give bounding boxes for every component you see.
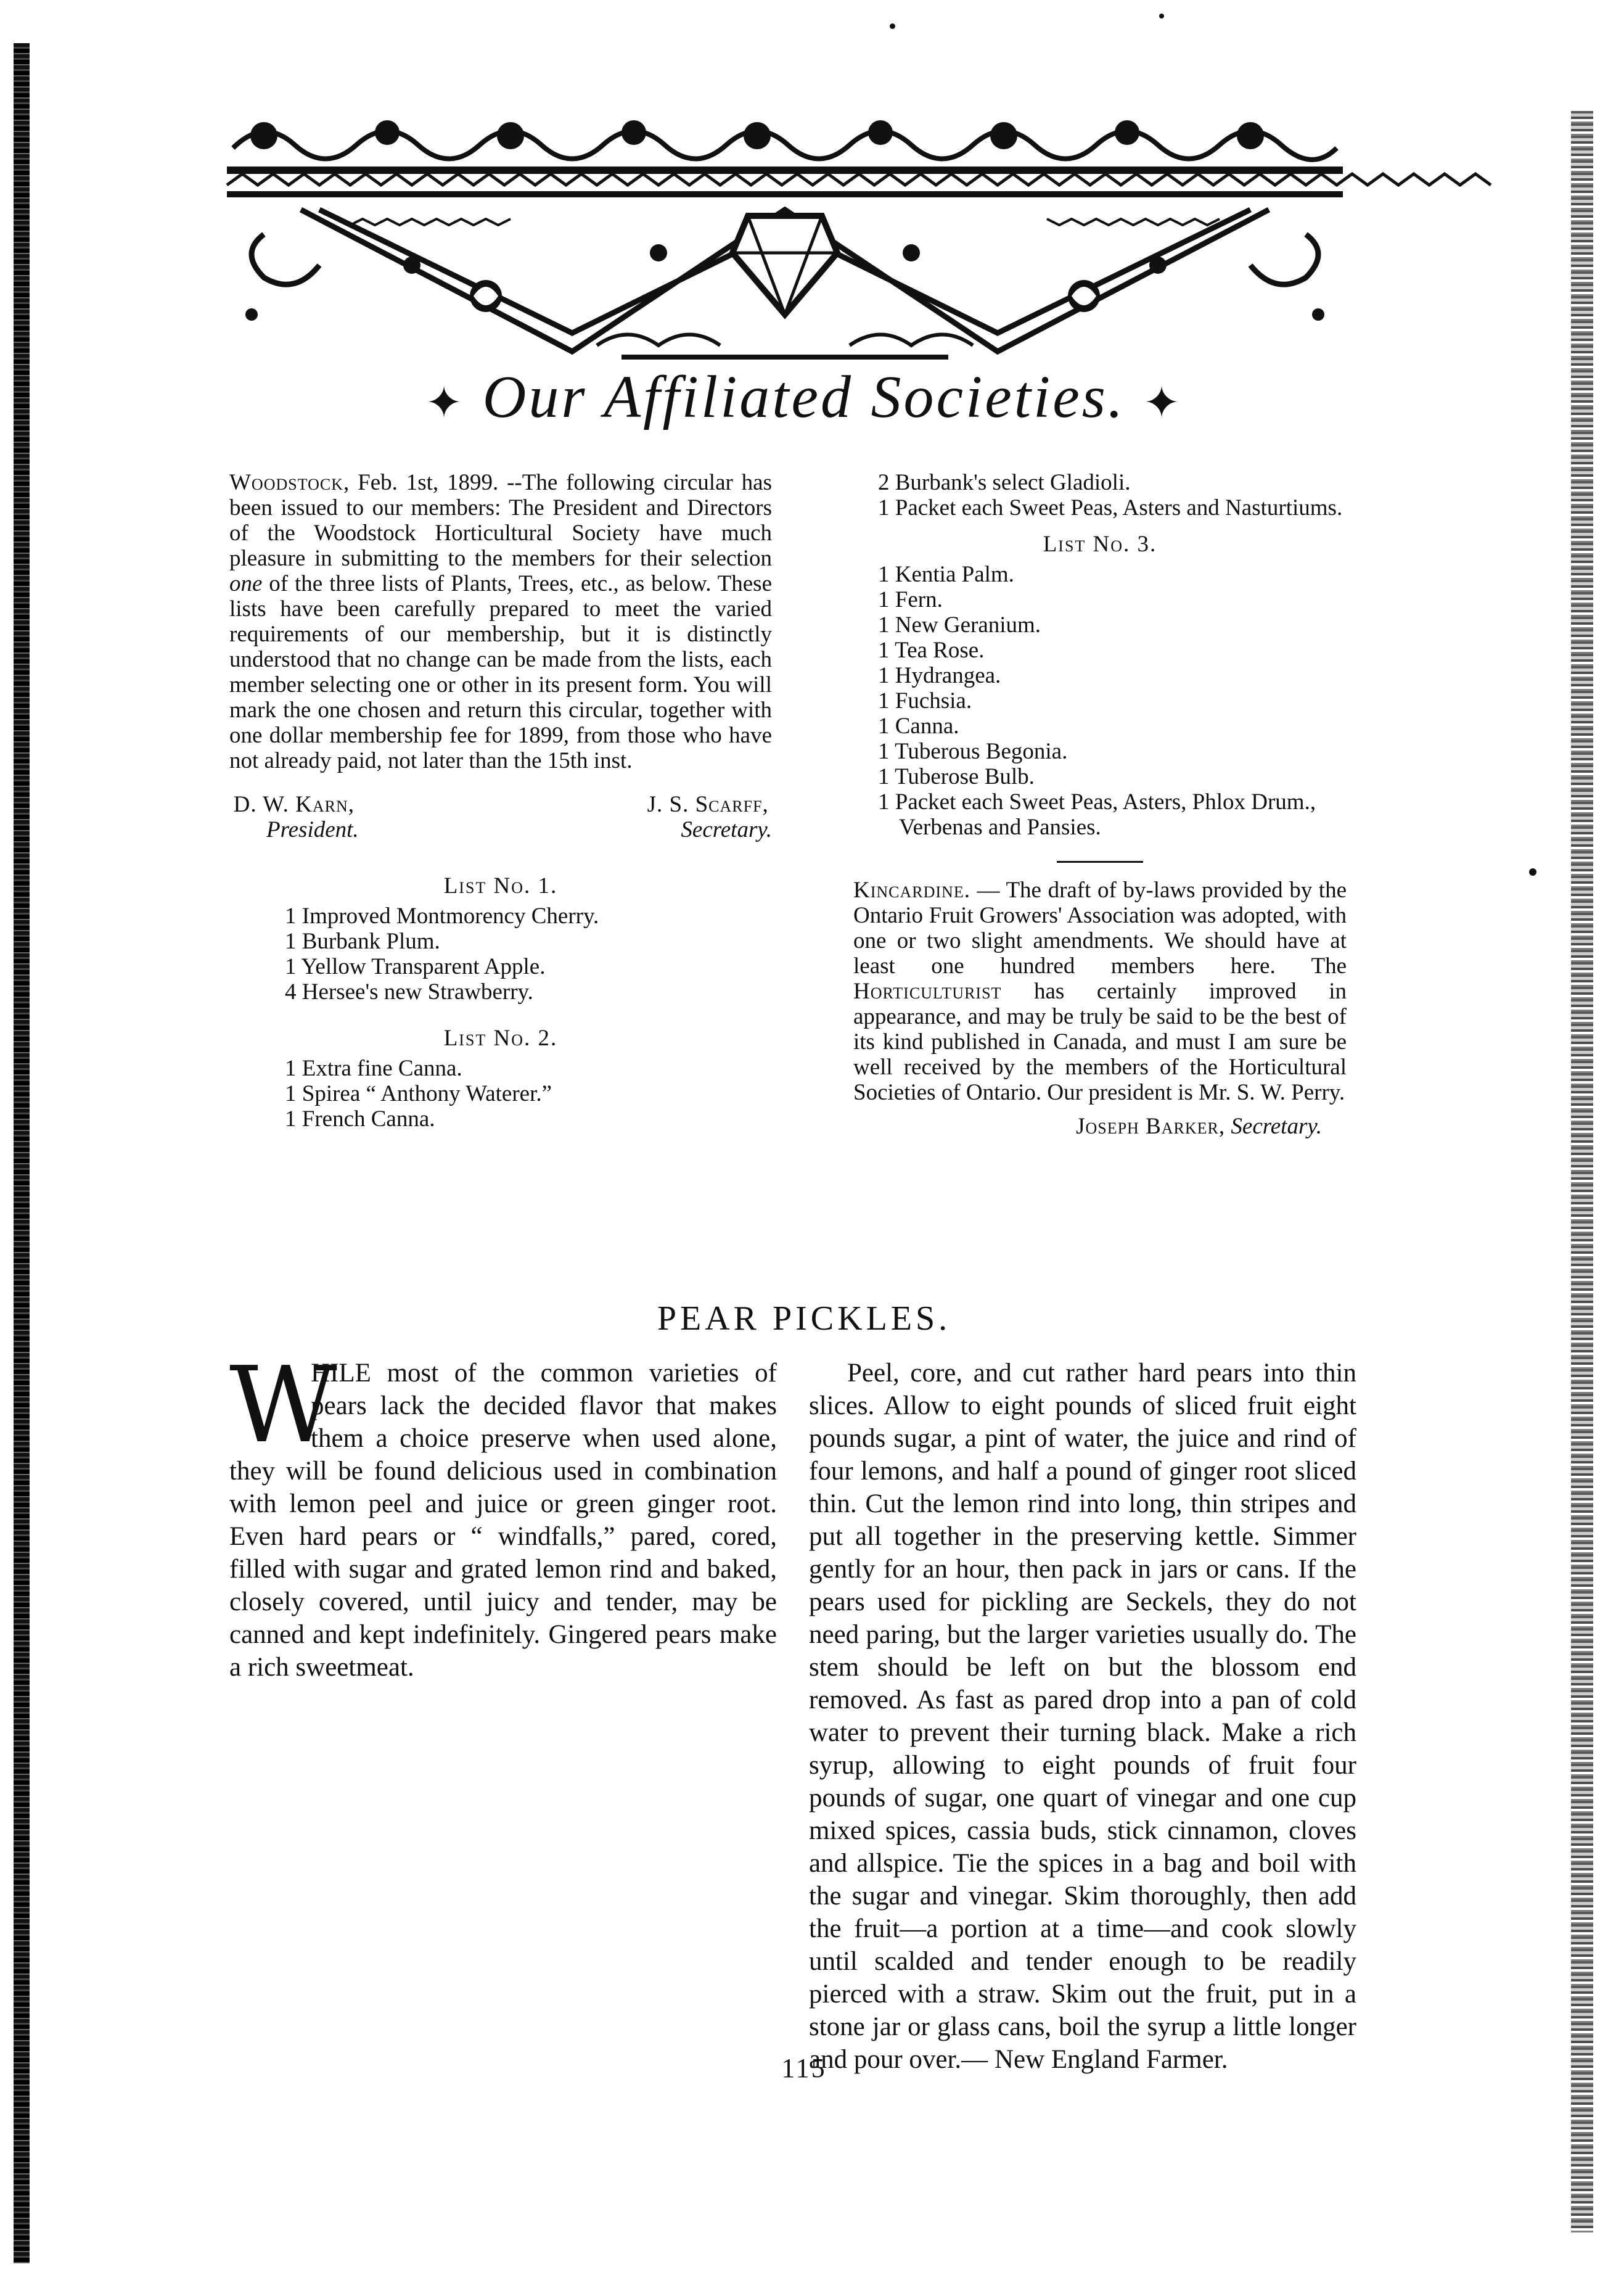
secretary-name: J. S. Scarff, xyxy=(647,792,769,817)
left-society-column xyxy=(229,470,772,1132)
article-title: PEAR PICKLES. xyxy=(657,1299,951,1338)
list-item: 1 Hydrangea. xyxy=(878,663,1001,688)
kincardine-signature-name: Joseph Barker, xyxy=(1076,1114,1226,1139)
list-item: 1 Tuberose Bulb. xyxy=(878,764,1035,789)
kincardine-place: Kincardine. xyxy=(853,878,970,903)
pear-paragraph-1 xyxy=(229,1344,777,1684)
magazine-name: Horticulturist xyxy=(853,979,1002,1004)
decorative-header-ornament xyxy=(227,111,1343,370)
list-item: 1 Tea Rose. xyxy=(878,638,985,663)
list-item: 1 Yellow Transparent Apple. xyxy=(285,954,546,979)
list-item: 1 Tuberous Begonia. xyxy=(878,739,1068,764)
speck xyxy=(890,23,895,29)
list-item: 1 Canna. xyxy=(878,714,959,739)
list-3-title: List No. 3. xyxy=(1043,532,1157,557)
list-item: 1 New Geranium. xyxy=(878,612,1041,638)
speck xyxy=(1159,14,1164,19)
list-item: 1 Packet each Sweet Peas, Asters and Nasturtiums. xyxy=(878,495,1343,521)
list-item: 1 Extra fine Canna. xyxy=(285,1056,462,1081)
list-item: 1 Improved Montmorency Cherry. xyxy=(285,903,599,929)
woodstock-notice xyxy=(229,470,772,773)
list-item: 1 Burbank Plum. xyxy=(285,929,440,954)
list-item: 4 Hersee's new Strawberry. xyxy=(285,979,533,1005)
pear-paragraph-1-text: HILE most of the common varieties of pears lack the decided flavor that makes them a choice preserve when used alone, they will be found delicious used in combination with lemon peel and juice or green ginger root. Even hard pears or “ windfalls,” pared, cored, filled with sugar and grated lemon rind and baked, closely covered, until juicy and tender, may be canned and kept indefinitely. Gingered pears make a rich sweetmeat. xyxy=(229,1359,777,1682)
list-2-continued xyxy=(878,470,1347,521)
list-2-title: List No. 2. xyxy=(443,1026,558,1051)
list-2 xyxy=(285,1056,772,1132)
speck xyxy=(1529,868,1536,876)
kincardine-signature xyxy=(853,1114,1347,1139)
page-title xyxy=(0,364,1608,430)
list-item: 1 Spirea “ Anthony Waterer.” xyxy=(285,1081,552,1106)
list-item: 2 Burbank's select Gladioli. xyxy=(878,470,1131,495)
section-divider xyxy=(1057,861,1143,863)
ornament-star-icon: ✦ xyxy=(425,378,466,428)
right-society-column xyxy=(853,470,1347,1139)
drop-cap: W xyxy=(229,1344,337,1467)
woodstock-text-after: of the three lists of Plants, Trees, etc., as below. These lists have been carefully prepared to meet the varied requirements of our membership, but it is distinctly understood that no change can be made from the lists, each member selecting one or other in its present form. You will mark the one chosen and return this circular, together with one dollar membership fee for 1899, from those who have not already paid, not later than the 15th inst. xyxy=(229,571,772,773)
president-signature xyxy=(229,792,359,842)
list-item: 1 Kentia Palm. xyxy=(878,562,1014,587)
list-item: 1 Fern. xyxy=(878,587,943,612)
pear-paragraph-2: Peel, core, and cut rather hard pears into thin slices. Allow to eight pounds of sliced fruit eight pounds sugar, a pint of water, the juice and rind of four lemons, and half a pound of ginger root sliced thin. Cut the lemon rind into long, thin stripes and put all together in the preserving kettle. Simmer gently for an hour, then pack in jars or cans. If the pears used for pickling are Seckels, they do not need paring, but the larger varieties usually do. The stem should be left on but the blossom end removed. As fast as pared drop into a pan of cold water to prevent their turning black. Make a rich syrup, allowing to eight pounds of fruit four pounds of sugar, one quart of vinegar and one cup mixed spices, cassia buds, stick cinnamon, cloves and allspice. Tie the spices in a bag and boil with the sugar and vinegar. Skim thoroughly, then add the fruit—a portion at a time—and cook slowly until scalded and tender enough to be readily pierced with a straw. Skim out the fruit, put in a stone jar or glass cans, boil the syrup a little longer and pour over.— New England Farmer. xyxy=(809,1359,1356,2074)
list-item: 1 French Canna. xyxy=(285,1106,435,1132)
woodstock-emphasis: one xyxy=(229,571,263,596)
page-title-text: Our Affiliated Societies. xyxy=(482,364,1126,430)
pear-column-left xyxy=(229,1344,777,1684)
president-role: President. xyxy=(266,817,359,842)
woodstock-signatures xyxy=(229,792,772,842)
president-name: D. W. Karn, xyxy=(233,792,355,817)
list-item: 1 Packet each Sweet Peas, Asters, Phlox Drum., Verbenas and Pansies. xyxy=(878,789,1316,840)
secretary-signature xyxy=(644,792,772,842)
kincardine-signature-role: Secretary. xyxy=(1231,1114,1322,1139)
secretary-role: Secretary. xyxy=(681,817,772,842)
kincardine-notice xyxy=(853,878,1347,1105)
pear-column-right xyxy=(809,1357,1356,2074)
ornament-star-icon: ✦ xyxy=(1142,378,1183,428)
kincardine-text-after: has certainly improved in appearance, and may be truly be said to be the best of its kind published in Canada, and must I am sure be well received by the members of the Horticultural Societies of Ontario. Our president is Mr. S. W. Perry. xyxy=(853,979,1347,1105)
kincardine-text: — The draft of by-laws provided by the Ontario Fruit Growers' Association was adopted, with one or two slight amendments. We should have at least one hundred members here. The xyxy=(853,878,1347,979)
list-1-title: List No. 1. xyxy=(443,873,558,899)
list-item: 1 Fuchsia. xyxy=(878,688,972,714)
page-number: 115 xyxy=(781,2053,827,2083)
scan-edge-right xyxy=(1571,111,1593,2232)
list-3 xyxy=(878,562,1347,840)
list-1 xyxy=(285,903,772,1005)
woodstock-text: , Feb. 1st, 1899. --The following circular has been issued to our members: The President and Directors of the Woodstock Horticultural Society have much pleasure in submitting to the members for their selection xyxy=(229,470,772,571)
woodstock-place: Woodstock xyxy=(229,470,344,495)
